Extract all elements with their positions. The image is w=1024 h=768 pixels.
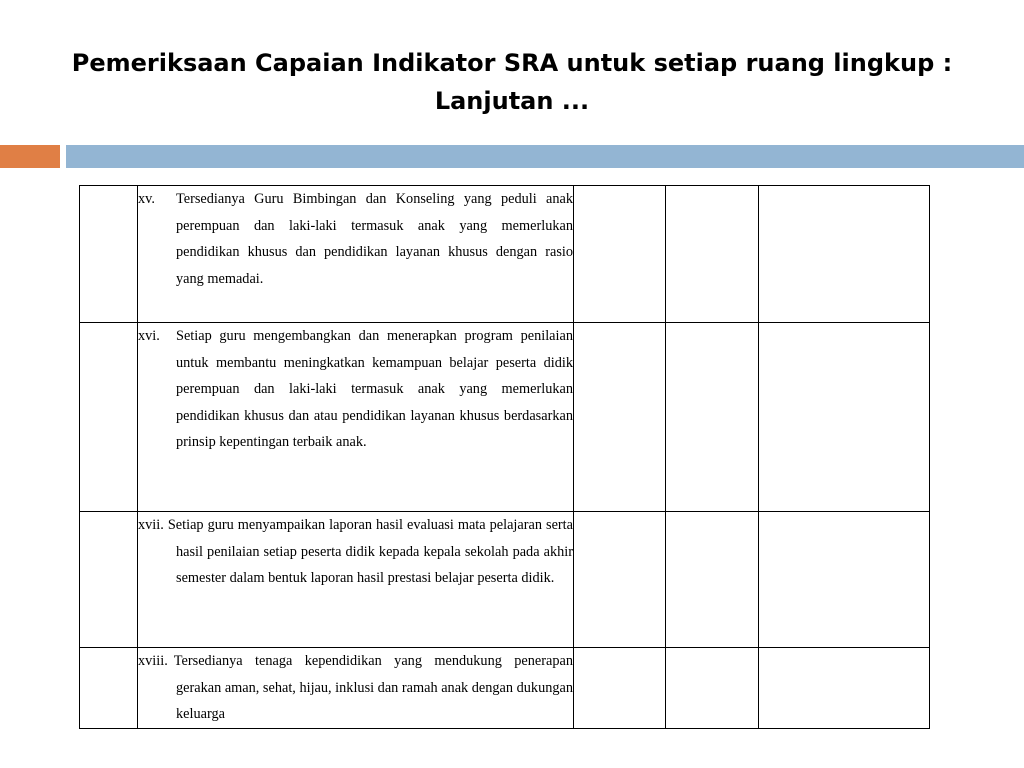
indicator-number: xviii. bbox=[138, 653, 168, 669]
row-number-cell bbox=[80, 323, 138, 512]
row-number-cell bbox=[80, 512, 138, 648]
header-band bbox=[66, 145, 1024, 168]
table-row bbox=[80, 186, 930, 323]
indicator-cell bbox=[138, 512, 574, 648]
indicator-number: xv. bbox=[138, 191, 155, 207]
accent-band bbox=[0, 145, 60, 168]
indicator-description: Setiap guru mengembangkan dan menerapkan program penilaian untuk membantu meningkatkan kemampuan belajar peserta didik perempuan dan laki-laki termasuk anak yang memerlukan pendidikan khusus dan atau pendidikan layanan khusus berdasarkan prinsip kepentingan terbaik anak. bbox=[176, 328, 573, 450]
indicator-text bbox=[138, 323, 573, 456]
table-row bbox=[80, 648, 930, 729]
check-cell bbox=[666, 323, 759, 512]
check-cell bbox=[666, 648, 759, 729]
indicator-text bbox=[138, 648, 573, 728]
notes-cell bbox=[759, 323, 930, 512]
notes-cell bbox=[759, 512, 930, 648]
indicator-number: xvii. bbox=[138, 517, 164, 533]
notes-cell bbox=[759, 648, 930, 729]
indicator-description: Tersedianya Guru Bimbingan dan Konseling yang peduli anak perempuan dan laki-laki termasuk anak yang memerlukan pendidikan khusus dan pendidikan layanan khusus dengan rasio yang memadai. bbox=[176, 191, 573, 287]
row-number-cell bbox=[80, 648, 138, 729]
notes-cell bbox=[759, 186, 930, 323]
indicator-cell bbox=[138, 648, 574, 729]
slide-title-line-2: Lanjutan ... bbox=[434, 87, 590, 115]
check-cell bbox=[574, 512, 666, 648]
indicator-cell bbox=[138, 323, 574, 512]
indicator-description: Setiap guru menyampaikan laporan hasil evaluasi mata pelajaran serta hasil penilaian setiap peserta didik kepada kepala sekolah pada akhir semester dalam bentuk laporan hasil prestasi belajar peserta didik. bbox=[167, 517, 573, 586]
indicator-text bbox=[138, 512, 573, 592]
check-cell bbox=[574, 323, 666, 512]
slide-title-line-1: Pemeriksaan Capaian Indikator SRA untuk setiap ruang lingkup : bbox=[71, 49, 953, 77]
indicator-description: Tersedianya tenaga kependidikan yang mendukung penerapan gerakan aman, sehat, hijau, inklusi dan ramah anak dengan dukungan keluarga bbox=[173, 653, 574, 722]
check-cell bbox=[574, 648, 666, 729]
check-cell bbox=[666, 186, 759, 323]
indicator-cell bbox=[138, 186, 574, 323]
check-cell bbox=[666, 512, 759, 648]
row-number-cell bbox=[80, 186, 138, 323]
indicator-number: xvi. bbox=[138, 328, 160, 344]
check-cell bbox=[574, 186, 666, 323]
indicator-table bbox=[79, 185, 930, 729]
table-row bbox=[80, 323, 930, 512]
slide-title bbox=[60, 44, 964, 120]
indicator-text bbox=[138, 186, 573, 292]
table-row bbox=[80, 512, 930, 648]
